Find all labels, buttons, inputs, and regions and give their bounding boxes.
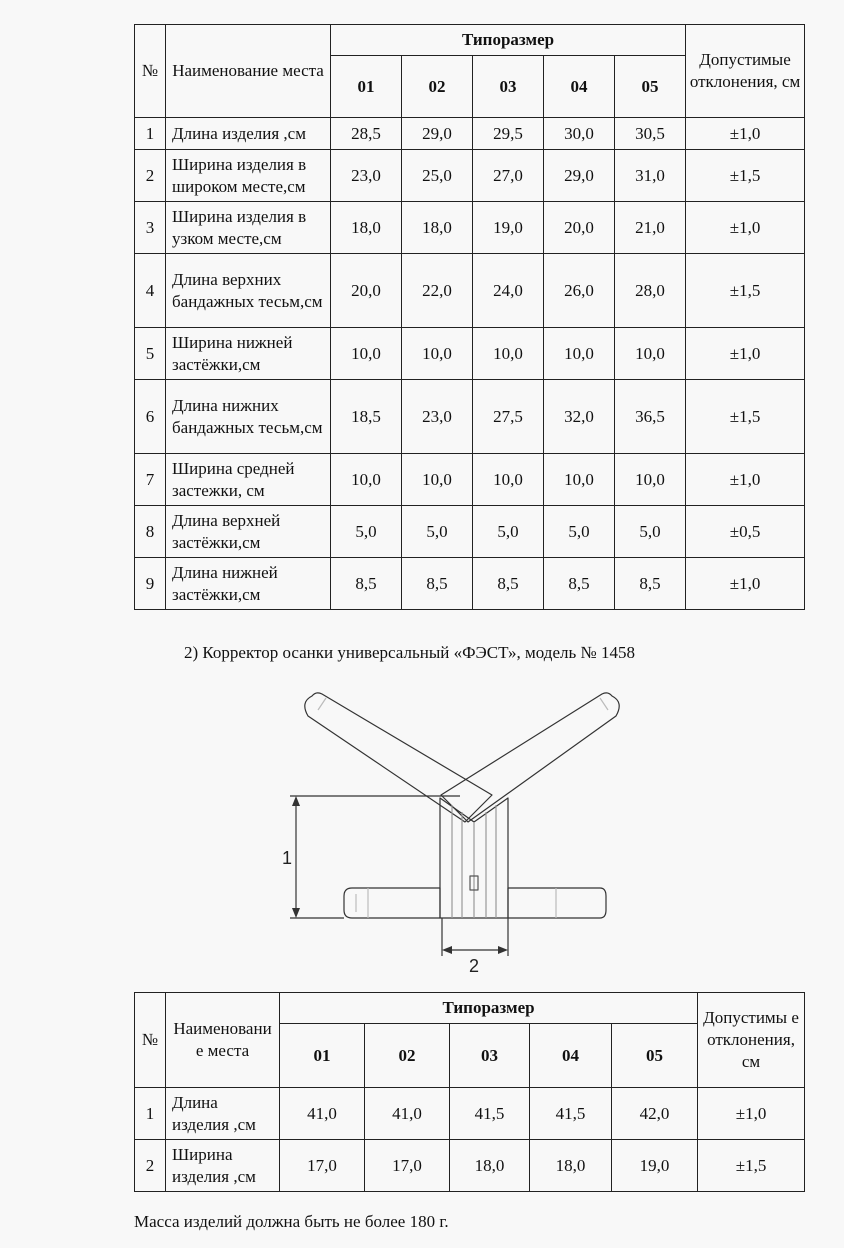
row-name: Ширина нижней застёжки,см [166,328,331,380]
cell-value: 19,0 [473,202,544,254]
row-name: Длина нижних бандажных тесьм,см [166,380,331,454]
header-size: 03 [450,1024,530,1088]
row-no: 6 [135,380,166,454]
cell-value: 21,0 [615,202,686,254]
cell-tolerance: ±1,0 [686,454,805,506]
header-size: 03 [473,56,544,118]
cell-value: 5,0 [615,506,686,558]
table-row [135,118,805,150]
cell-tolerance: ±1,5 [698,1140,805,1192]
dimension-1-arrow-top [292,796,300,806]
cell-value: 18,0 [450,1140,530,1192]
row-no: 1 [135,1088,166,1140]
table-row [135,328,805,380]
row-name: Длина верхних бандажных тесьм,см [166,254,331,328]
row-no: 1 [135,118,166,150]
table-row [135,1088,805,1140]
cell-value: 5,0 [544,506,615,558]
cell-value: 10,0 [615,454,686,506]
posture-corrector-diagram [260,680,620,980]
cell-value: 36,5 [615,380,686,454]
table-row [135,254,805,328]
cell-value: 8,5 [544,558,615,610]
cell-value: 10,0 [331,328,402,380]
header-size: 04 [544,56,615,118]
cell-value: 42,0 [612,1088,698,1140]
cell-tolerance: ±1,5 [686,150,805,202]
cell-value: 10,0 [615,328,686,380]
cell-value: 18,5 [331,380,402,454]
cell-value: 41,0 [365,1088,450,1140]
header-name: Наименование места [166,25,331,118]
cell-value: 29,0 [402,118,473,150]
header-size: 05 [612,1024,698,1088]
header-tolerance: Допустимы е отклонения, см [698,993,805,1088]
cell-value: 10,0 [544,328,615,380]
cell-value: 10,0 [544,454,615,506]
cell-tolerance: ±0,5 [686,506,805,558]
cell-tolerance: ±1,0 [698,1088,805,1140]
cell-value: 8,5 [615,558,686,610]
size-table-2 [134,992,805,1192]
cell-tolerance: ±1,0 [686,558,805,610]
right-strap-mark [600,698,608,710]
cell-tolerance: ±1,0 [686,328,805,380]
row-name: Ширина изделия в узком месте,см [166,202,331,254]
header-size: 02 [365,1024,450,1088]
cell-value: 28,5 [331,118,402,150]
row-no: 7 [135,454,166,506]
row-name: Длина изделия ,см [166,118,331,150]
cell-value: 29,0 [544,150,615,202]
row-name: Ширина изделия в широком месте,см [166,150,331,202]
lower-strap [344,888,440,918]
cell-value: 19,0 [612,1140,698,1192]
row-no: 4 [135,254,166,328]
cell-value: 23,0 [402,380,473,454]
row-no: 5 [135,328,166,380]
size-table-1 [134,24,805,610]
header-size: 04 [530,1024,612,1088]
right-upper-strap [441,693,619,822]
cell-value: 5,0 [402,506,473,558]
cell-value: 30,5 [615,118,686,150]
cell-value: 8,5 [402,558,473,610]
row-name: Длина верхней застёжки,см [166,506,331,558]
header-no: № [135,25,166,118]
cell-value: 25,0 [402,150,473,202]
table-row [135,506,805,558]
cell-value: 10,0 [473,454,544,506]
cell-value: 20,0 [544,202,615,254]
cell-value: 27,5 [473,380,544,454]
cell-value: 26,0 [544,254,615,328]
row-no: 9 [135,558,166,610]
table-row [135,202,805,254]
dimension-2-arrow-left [442,946,452,954]
cell-value: 29,5 [473,118,544,150]
table-row [135,1140,805,1192]
cell-tolerance: ±1,0 [686,202,805,254]
cell-value: 17,0 [365,1140,450,1192]
cell-value: 5,0 [331,506,402,558]
row-name: Ширина изделия ,см [166,1140,280,1192]
cell-value: 10,0 [473,328,544,380]
left-upper-strap [305,693,492,822]
row-name: Ширина средней застежки, см [166,454,331,506]
cell-value: 18,0 [402,202,473,254]
cell-value: 17,0 [280,1140,365,1192]
row-name: Длина изделия ,см [166,1088,280,1140]
cell-value: 24,0 [473,254,544,328]
cell-value: 20,0 [331,254,402,328]
header-size-group: Типоразмер [280,993,698,1024]
table-row [135,558,805,610]
cell-value: 23,0 [331,150,402,202]
cell-value: 30,0 [544,118,615,150]
row-no: 8 [135,506,166,558]
cell-value: 18,0 [331,202,402,254]
table-row [135,454,805,506]
cell-value: 10,0 [331,454,402,506]
dimension-2-arrow-right [498,946,508,954]
dimension-1-arrow-bottom [292,908,300,918]
row-no: 2 [135,150,166,202]
cell-value: 41,5 [450,1088,530,1140]
cell-value: 10,0 [402,454,473,506]
cell-value: 5,0 [473,506,544,558]
cell-value: 28,0 [615,254,686,328]
cell-value: 10,0 [402,328,473,380]
row-no: 2 [135,1140,166,1192]
cell-value: 18,0 [530,1140,612,1192]
mass-note: Масса изделий должна быть не более 180 г. [134,1212,449,1231]
cell-tolerance: ±1,5 [686,254,805,328]
table-row [135,150,805,202]
header-tolerance: Допустимые отклонения, см [686,25,805,118]
cell-value: 27,0 [473,150,544,202]
dimension-1-label: 1 [282,848,293,868]
cell-value: 22,0 [402,254,473,328]
cell-tolerance: ±1,5 [686,380,805,454]
cell-value: 32,0 [544,380,615,454]
header-no: № [135,993,166,1088]
row-no: 3 [135,202,166,254]
row-name: Длина нижней застёжки,см [166,558,331,610]
header-size: 01 [280,1024,365,1088]
cell-value: 41,5 [530,1088,612,1140]
header-size: 01 [331,56,402,118]
cell-tolerance: ±1,0 [686,118,805,150]
cell-value: 31,0 [615,150,686,202]
table-row [135,380,805,454]
header-name: Наименовани е места [166,993,280,1088]
header-size: 05 [615,56,686,118]
header-size-group: Типоразмер [331,25,686,56]
header-size: 02 [402,56,473,118]
cell-value: 41,0 [280,1088,365,1140]
product-caption: 2) Корректор осанки универсальный «ФЭСТ», модель № 1458 [184,643,635,662]
lower-strap-right [508,888,606,918]
cell-value: 8,5 [473,558,544,610]
left-strap-mark [318,698,326,710]
dimension-2-label: 2 [469,956,480,976]
cell-value: 8,5 [331,558,402,610]
